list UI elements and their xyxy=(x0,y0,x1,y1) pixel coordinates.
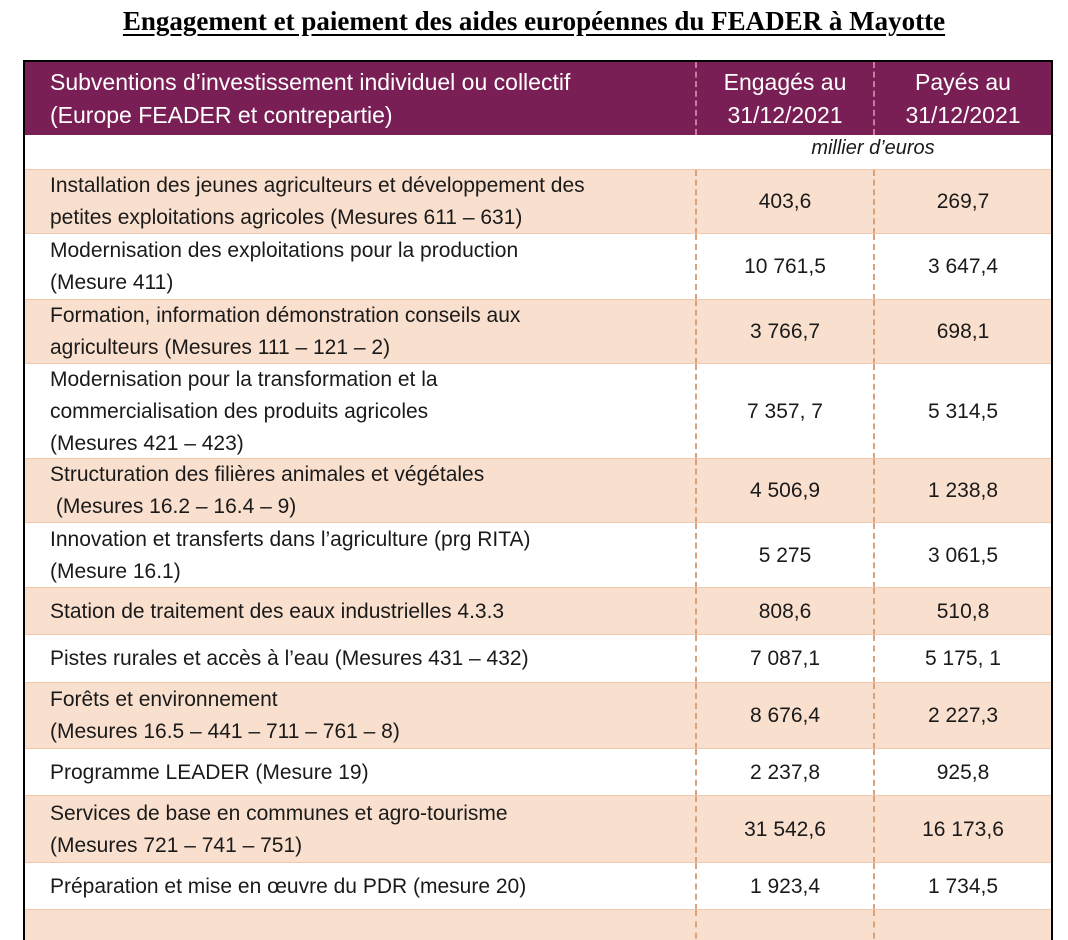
page-title: Engagement et paiement des aides européennes du FEADER à Mayotte xyxy=(122,6,946,36)
header-col2-line1: Engagés au xyxy=(723,68,847,95)
payes-value: 3 647,4 xyxy=(873,234,1051,300)
row-label-line: (Mesures 16.2 – 16.4 – 9) xyxy=(50,495,297,518)
row-label-line: (Mesure 16.1) xyxy=(50,559,181,583)
table-row xyxy=(25,748,1051,796)
row-label-line: Installation des jeunes agriculteurs et développement des xyxy=(50,174,585,197)
engages-value: 808,6 xyxy=(695,588,873,635)
unit-label: millier d’euros xyxy=(811,137,935,159)
row-label-cell xyxy=(25,796,695,863)
unit-row xyxy=(25,135,1051,169)
row-label-cell xyxy=(25,683,695,749)
engages-value: 31 542,6 xyxy=(695,796,873,863)
payes-value xyxy=(873,910,1051,940)
payes-value: 925,8 xyxy=(873,749,1051,796)
row-label-line: Station de traitement des eaux industrielles 4.3.3 xyxy=(50,599,505,623)
header-engages-column xyxy=(695,62,873,135)
row-label-line: Programme LEADER (Mesure 19) xyxy=(50,760,369,784)
payes-value: 5 314,5 xyxy=(873,364,1051,459)
payes-value: 3 061,5 xyxy=(873,523,1051,588)
payes-value: 510,8 xyxy=(873,588,1051,635)
engages-value: 7 087,1 xyxy=(695,635,873,683)
table-row xyxy=(25,634,1051,683)
row-label-line: Structuration des filières animales et végétales xyxy=(50,463,485,486)
row-label-line: agriculteurs (Mesures 111 – 121 – 2) xyxy=(50,336,391,359)
table-row xyxy=(25,363,1051,459)
payes-value: 1 734,5 xyxy=(873,863,1051,910)
engages-value: 4 506,9 xyxy=(695,459,873,523)
table-row xyxy=(25,587,1051,635)
row-label-cell xyxy=(25,635,695,683)
payes-value: 16 173,6 xyxy=(873,796,1051,863)
engages-value: 2 237,8 xyxy=(695,749,873,796)
row-label-line: Pistes rurales et accès à l’eau (Mesures 431 – 432) xyxy=(50,647,529,670)
table-row xyxy=(25,682,1051,749)
row-label-line: Formation, information démonstration conseils aux xyxy=(50,304,521,327)
row-label-line: commercialisation des produits agricoles xyxy=(50,399,429,423)
row-label-line: petites exploitations agricoles (Mesures 611 – 631) xyxy=(50,206,523,229)
header-col3-line1: Payés au xyxy=(915,68,1011,95)
table-row xyxy=(25,299,1051,364)
row-label-line: Modernisation des exploitations pour la production xyxy=(50,239,519,262)
row-label-cell xyxy=(25,234,695,300)
row-label-cell xyxy=(25,459,695,523)
row-label-cell xyxy=(25,170,695,234)
row-label-cell xyxy=(25,910,695,940)
row-label-line: Innovation et transferts dans l’agriculture (prg RITA) xyxy=(50,527,531,551)
header-col2-line2: 31/12/2021 xyxy=(727,101,843,128)
table-header xyxy=(25,62,1051,135)
table-frame xyxy=(23,60,1053,940)
row-label-line: (Mesure 411) xyxy=(50,271,174,294)
engages-value xyxy=(695,910,873,940)
engages-value: 5 275 xyxy=(695,523,873,588)
engages-value: 3 766,7 xyxy=(695,300,873,364)
payes-value: 2 227,3 xyxy=(873,683,1051,749)
row-label-cell xyxy=(25,588,695,635)
row-label-cell xyxy=(25,749,695,796)
header-col3-line2: 31/12/2021 xyxy=(905,101,1021,128)
row-label-cell xyxy=(25,300,695,364)
row-label-cell xyxy=(25,523,695,588)
header-col1-line1: Subventions d’investissement individuel ou collectif xyxy=(50,68,571,95)
row-label-cell xyxy=(25,364,695,459)
engages-value: 10 761,5 xyxy=(695,234,873,300)
table-row xyxy=(25,233,1051,300)
payes-value: 698,1 xyxy=(873,300,1051,364)
table-row xyxy=(25,169,1051,234)
table-row xyxy=(25,909,1051,940)
table-row xyxy=(25,862,1051,910)
row-label-line: (Mesures 721 – 741 – 751) xyxy=(50,833,303,857)
engages-value: 7 357, 7 xyxy=(695,364,873,459)
engages-value: 403,6 xyxy=(695,170,873,234)
row-label-line: Services de base en communes et agro-tourisme xyxy=(50,801,508,825)
payes-value: 269,7 xyxy=(873,170,1051,234)
row-label-line: Préparation et mise en œuvre du PDR (mesure 20) xyxy=(50,874,527,898)
payes-value: 5 175, 1 xyxy=(873,635,1051,683)
payes-value: 1 238,8 xyxy=(873,459,1051,523)
engages-value: 8 676,4 xyxy=(695,683,873,749)
header-col1-line2: (Europe FEADER et contrepartie) xyxy=(50,101,393,128)
table-row xyxy=(25,795,1051,863)
table-row xyxy=(25,522,1051,588)
header-payes-column xyxy=(873,62,1051,135)
row-label-line: Forêts et environnement xyxy=(50,688,278,711)
row-label-line: (Mesures 421 – 423) xyxy=(50,431,244,455)
row-label-line: (Mesures 16.5 – 441 – 711 – 761 – 8) xyxy=(50,720,400,743)
row-label-line: Modernisation pour la transformation et la xyxy=(50,367,438,391)
engages-value: 1 923,4 xyxy=(695,863,873,910)
table-row xyxy=(25,458,1051,523)
row-label-cell xyxy=(25,863,695,910)
header-label-column xyxy=(25,62,695,135)
